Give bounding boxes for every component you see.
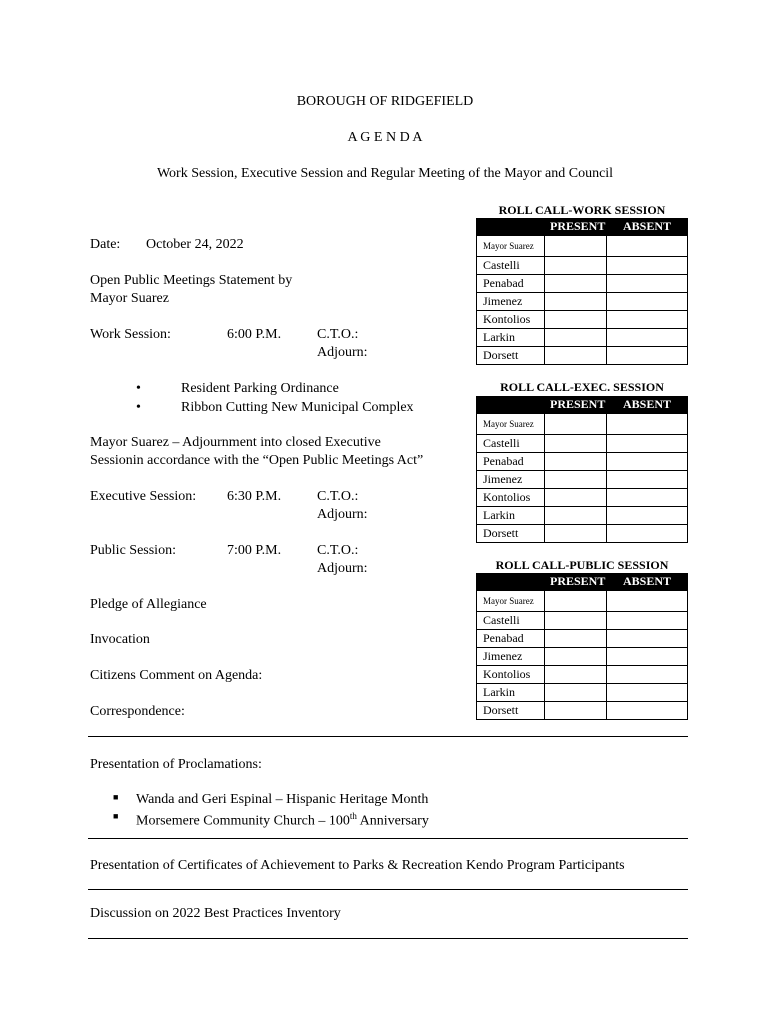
work-item: Resident Parking Ordinance — [181, 381, 339, 396]
absent-cell[interactable] — [606, 435, 687, 453]
divider — [88, 736, 688, 737]
borough-title: BOROUGH OF RIDGEFIELD — [296, 94, 474, 109]
present-header: PRESENT — [550, 219, 606, 233]
divider — [88, 838, 688, 839]
member-name: Castelli — [477, 612, 545, 630]
absent-cell[interactable] — [606, 648, 687, 666]
table-row — [477, 471, 688, 489]
present-cell[interactable] — [545, 257, 607, 275]
citizens-comment-item: Citizens Comment on Agenda: — [90, 668, 263, 683]
table-row — [477, 507, 688, 525]
present-cell[interactable] — [545, 591, 607, 612]
public-session-cto: C.T.O.: — [317, 543, 359, 558]
roll-call-title: ROLL CALL-PUBLIC SESSION — [495, 558, 669, 572]
member-name: Dorsett — [477, 347, 545, 365]
absent-cell[interactable] — [606, 414, 687, 435]
present-cell[interactable] — [545, 347, 607, 365]
proclamation-item: Wanda and Geri Espinal – Hispanic Heritage Month — [136, 792, 429, 807]
member-name: Larkin — [477, 684, 545, 702]
absent-cell[interactable] — [606, 275, 687, 293]
work-session-adjourn: Adjourn: — [317, 345, 368, 360]
absent-cell[interactable] — [606, 612, 687, 630]
present-cell[interactable] — [545, 648, 607, 666]
table-row — [477, 236, 688, 257]
proclamations-heading: Presentation of Proclamations: — [90, 757, 262, 772]
present-cell[interactable] — [545, 525, 607, 543]
discussion-item: Discussion on 2022 Best Practices Inventory — [90, 906, 341, 921]
absent-header: ABSENT — [623, 219, 672, 233]
work-session-time: 6:00 P.M. — [227, 327, 282, 342]
absent-cell[interactable] — [606, 257, 687, 275]
member-name: Mayor Suarez — [477, 414, 545, 435]
member-name: Penabad — [477, 275, 545, 293]
present-cell[interactable] — [545, 275, 607, 293]
adjournment-line1: Mayor Suarez – Adjournment into closed Executive — [90, 435, 381, 450]
absent-cell[interactable] — [606, 471, 687, 489]
meeting-title: Work Session, Executive Session and Regular Meeting of the Mayor and Council — [156, 166, 614, 181]
bullet-icon: • — [136, 381, 141, 396]
member-name: Castelli — [477, 257, 545, 275]
table-row — [477, 453, 688, 471]
table-row — [477, 525, 688, 543]
absent-cell[interactable] — [606, 507, 687, 525]
member-name: Castelli — [477, 435, 545, 453]
executive-session-adjourn: Adjourn: — [317, 507, 368, 522]
roll-call-title: ROLL CALL-WORK SESSION — [498, 203, 666, 217]
absent-cell[interactable] — [606, 311, 687, 329]
roll-call-header — [476, 218, 688, 235]
member-name: Penabad — [477, 630, 545, 648]
table-row — [477, 702, 688, 720]
present-cell[interactable] — [545, 435, 607, 453]
present-cell[interactable] — [545, 471, 607, 489]
table-row — [477, 293, 688, 311]
public-session-adjourn: Adjourn: — [317, 561, 368, 576]
table-row — [477, 591, 688, 612]
present-cell[interactable] — [545, 414, 607, 435]
opma-statement-line2: Mayor Suarez — [90, 291, 169, 306]
absent-cell[interactable] — [606, 453, 687, 471]
present-cell[interactable] — [545, 489, 607, 507]
roll-call-table — [476, 235, 688, 365]
date-label: Date: — [90, 237, 121, 252]
present-header: PRESENT — [550, 574, 606, 588]
roll-call-title: ROLL CALL-EXEC. SESSION — [500, 380, 664, 394]
present-cell[interactable] — [545, 702, 607, 720]
absent-cell[interactable] — [606, 666, 687, 684]
absent-cell[interactable] — [606, 236, 687, 257]
work-session-label: Work Session: — [90, 327, 171, 342]
present-cell[interactable] — [545, 630, 607, 648]
member-name: Dorsett — [477, 525, 545, 543]
table-row — [477, 329, 688, 347]
absent-cell[interactable] — [606, 591, 687, 612]
present-cell[interactable] — [545, 329, 607, 347]
invocation-item: Invocation — [90, 632, 150, 647]
roll-call-header — [476, 573, 688, 590]
table-row — [477, 311, 688, 329]
table-row — [477, 257, 688, 275]
absent-cell[interactable] — [606, 293, 687, 311]
member-name: Mayor Suarez — [477, 236, 545, 257]
present-cell[interactable] — [545, 293, 607, 311]
proclamation-item-suffix: Anniversary — [356, 813, 429, 829]
divider — [88, 889, 688, 890]
correspondence-item: Correspondence: — [90, 704, 185, 719]
absent-header: ABSENT — [623, 574, 672, 588]
present-cell[interactable] — [545, 507, 607, 525]
pledge-item: Pledge of Allegiance — [90, 597, 207, 612]
present-cell[interactable] — [545, 666, 607, 684]
absent-cell[interactable] — [606, 489, 687, 507]
table-row — [477, 435, 688, 453]
roll-call-header — [476, 396, 688, 413]
roll-call-table — [476, 590, 688, 720]
absent-cell[interactable] — [606, 702, 687, 720]
executive-session-label: Executive Session: — [90, 489, 197, 504]
certificates-item: Presentation of Certificates of Achievement to Parks & Recreation Kendo Program Participants — [90, 858, 625, 873]
opma-statement-line1: Open Public Meetings Statement by — [90, 273, 293, 288]
member-name: Larkin — [477, 507, 545, 525]
executive-session-time: 6:30 P.M. — [227, 489, 282, 504]
member-name: Jimenez — [477, 293, 545, 311]
bullet-icon: • — [136, 400, 141, 415]
agenda-title: A G E N D A — [347, 130, 423, 145]
member-name: Dorsett — [477, 702, 545, 720]
table-row — [477, 347, 688, 365]
absent-cell[interactable] — [606, 525, 687, 543]
member-name: Mayor Suarez — [477, 591, 545, 612]
table-row — [477, 612, 688, 630]
present-cell[interactable] — [545, 453, 607, 471]
member-name: Jimenez — [477, 648, 545, 666]
absent-cell[interactable] — [606, 630, 687, 648]
table-row — [477, 684, 688, 702]
ordinal-suffix: th — [349, 811, 357, 821]
member-name: Kontolios — [477, 489, 545, 507]
work-item: Ribbon Cutting New Municipal Complex — [181, 400, 414, 415]
table-row — [477, 275, 688, 293]
present-cell[interactable] — [545, 684, 607, 702]
absent-header: ABSENT — [623, 397, 672, 411]
public-session-label: Public Session: — [90, 543, 176, 558]
present-header: PRESENT — [550, 397, 606, 411]
divider — [88, 938, 688, 939]
adjournment-line2: Sessionin accordance with the “Open Public Meetings Act” — [90, 453, 424, 468]
executive-session-cto: C.T.O.: — [317, 489, 359, 504]
table-row — [477, 648, 688, 666]
table-row — [477, 666, 688, 684]
present-cell[interactable] — [545, 236, 607, 257]
proclamation-item — [136, 811, 429, 830]
public-session-time: 7:00 P.M. — [227, 543, 282, 558]
member-name: Jimenez — [477, 471, 545, 489]
work-session-cto: C.T.O.: — [317, 327, 359, 342]
table-row — [477, 630, 688, 648]
member-name: Larkin — [477, 329, 545, 347]
member-name: Kontolios — [477, 666, 545, 684]
table-row — [477, 489, 688, 507]
member-name: Penabad — [477, 453, 545, 471]
member-name: Kontolios — [477, 311, 545, 329]
roll-call-table — [476, 413, 688, 543]
proclamation-item-text: Morsemere Community Church – 100 — [136, 813, 350, 829]
table-row — [477, 414, 688, 435]
present-cell[interactable] — [545, 311, 607, 329]
date-value: October 24, 2022 — [146, 237, 244, 252]
absent-cell[interactable] — [606, 684, 687, 702]
present-cell[interactable] — [545, 612, 607, 630]
absent-cell[interactable] — [606, 329, 687, 347]
square-bullet-icon: ■ — [113, 792, 119, 802]
absent-cell[interactable] — [606, 347, 687, 365]
square-bullet-icon: ■ — [113, 811, 119, 821]
